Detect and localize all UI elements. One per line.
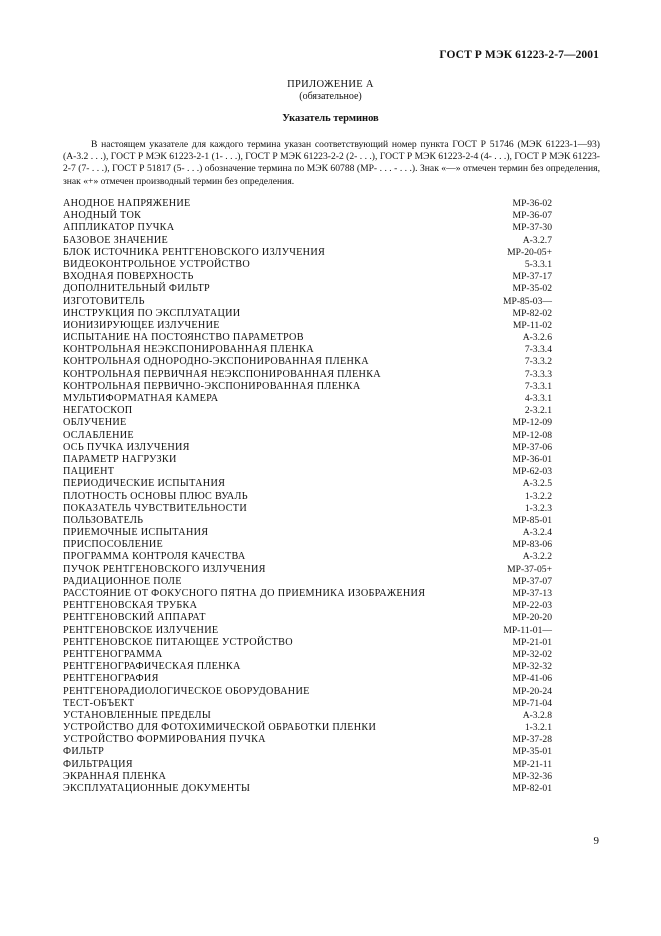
term-row (63, 210, 552, 222)
term-name: БАЗОВОЕ ЗНАЧЕНИЕ (63, 234, 169, 246)
term-row (63, 625, 552, 637)
term-row (63, 222, 552, 234)
term-reference: МР-71-04 (512, 697, 552, 709)
term-row (63, 332, 552, 344)
term-reference: МР-36-02 (512, 198, 552, 209)
term-row (63, 734, 552, 746)
term-reference: МР-85-03— (502, 295, 552, 307)
term-reference: МР-37-07 (512, 575, 552, 587)
term-reference: МР-41-06 (512, 673, 552, 685)
term-name: ПАРАМЕТР НАГРУЗКИ (63, 453, 177, 465)
term-name: ПЕРИОДИЧЕСКИЕ ИСПЫТАНИЯ (63, 478, 226, 490)
term-name: ИЗГОТОВИТЕЛЬ (63, 295, 145, 307)
term-name: УСТРОЙСТВО ДЛЯ ФОТОХИМИЧЕСКОЙ ОБРАБОТКИ ПЛЕНКИ (63, 722, 377, 734)
term-reference: А-3.2.7 (522, 234, 552, 246)
term-reference: МР-11-01— (503, 624, 552, 636)
term-reference: 7-3.3.4 (524, 344, 552, 356)
term-name: ИНСТРУКЦИЯ ПО ЭКСПЛУАТАЦИИ (63, 307, 241, 319)
term-row (63, 369, 552, 381)
term-name: ЭКРАННАЯ ПЛЕНКА (63, 770, 167, 782)
term-name: АНОДНОЕ НАПРЯЖЕНИЕ (63, 198, 191, 209)
term-name: РАССТОЯНИЕ ОТ ФОКУСНОГО ПЯТНА ДО ПРИЕМНИКА ИЗОБРАЖЕНИЯ (63, 588, 426, 599)
term-reference: МР-12-08 (512, 429, 552, 441)
term-reference: МР-85-01 (512, 514, 552, 526)
term-name: ОСЛАБЛЕНИЕ (63, 429, 134, 441)
term-row (63, 381, 552, 393)
term-row (63, 344, 552, 356)
term-name: РЕНТГЕНОГРАФИЧЕСКАЯ ПЛЕНКА (63, 661, 241, 673)
term-name: РЕНТГЕНОГРАФИЯ (63, 673, 159, 685)
term-reference: МР-20-05+ (507, 246, 552, 258)
term-row (63, 454, 552, 466)
term-reference: МР-20-20 (512, 612, 552, 624)
term-reference: МР-21-01 (512, 636, 552, 648)
term-name: ВИДЕОКОНТРОЛЬНОЕ УСТРОЙСТВО (63, 258, 251, 270)
term-reference: 4-3.3.1 (524, 393, 552, 404)
term-reference: 7-3.3.1 (524, 380, 552, 392)
term-row (63, 539, 552, 551)
term-reference: 7-3.3.2 (524, 356, 552, 368)
term-name: РЕНТГЕНОВСКИЙ АППАРАТ (63, 612, 206, 624)
term-name: НЕГАТОСКОП (63, 405, 133, 417)
term-name: ПРОГРАММА КОНТРОЛЯ КАЧЕСТВА (63, 551, 246, 563)
term-name: ПОКАЗАТЕЛЬ ЧУВСТВИТЕЛЬНОСТИ (63, 502, 247, 514)
term-row (63, 393, 552, 405)
term-row (63, 235, 552, 247)
term-row (63, 783, 552, 795)
term-reference: МР-36-01 (512, 453, 552, 465)
term-name: ВХОДНАЯ ПОВЕРХНОСТЬ (63, 271, 194, 283)
term-reference: МР-22-03 (512, 600, 552, 612)
term-reference: МР-36-07 (512, 210, 552, 222)
term-name: КОНТРОЛЬНАЯ ПЕРВИЧНАЯ НЕЭКСПОНИРОВАННАЯ ПЛЕНКА (63, 368, 381, 380)
term-reference: МР-37-30 (512, 222, 552, 234)
term-row (63, 259, 552, 271)
term-row (63, 710, 552, 722)
term-row (63, 673, 552, 685)
term-name: АППЛИКАТОР ПУЧКА (63, 222, 175, 234)
term-reference: А-3.2.4 (522, 527, 552, 539)
term-reference: МР-32-32 (512, 661, 552, 673)
term-name: ФИЛЬТР (63, 746, 105, 758)
term-row (63, 247, 552, 259)
term-name: ПАЦИЕНТ (63, 466, 115, 478)
term-name: РЕНТГЕНОГРАММА (63, 648, 163, 660)
term-reference: 1-3.2.1 (524, 722, 552, 734)
term-row (63, 686, 552, 698)
term-row (63, 296, 552, 308)
term-name: БЛОК ИСТОЧНИКА РЕНТГЕНОВСКОГО ИЗЛУЧЕНИЯ (63, 246, 326, 258)
term-row (63, 698, 552, 710)
appendix-title: ПРИЛОЖЕНИЕ А (287, 79, 374, 90)
term-name: ФИЛЬТРАЦИЯ (63, 758, 133, 770)
term-name: АНОДНЫЙ ТОК (63, 210, 142, 222)
term-reference: 5-3.3.1 (524, 258, 552, 270)
term-name: ДОПОЛНИТЕЛЬНЫЙ ФИЛЬТР (63, 283, 210, 295)
term-name: УСТАНОВЛЕННЫЕ ПРЕДЕЛЫ (63, 709, 212, 721)
page-number: 9 (593, 835, 599, 847)
term-reference: МР-32-02 (512, 648, 552, 660)
term-reference: 1-3.2.2 (524, 490, 552, 502)
term-name: РЕНТГЕНОРАДИОЛОГИЧЕСКОЕ ОБОРУДОВАНИЕ (63, 685, 310, 697)
term-name: РЕНТГЕНОВСКОЕ ИЗЛУЧЕНИЕ (63, 624, 219, 636)
term-name: ПОЛЬЗОВАТЕЛЬ (63, 514, 144, 526)
term-reference: МР-37-06 (512, 441, 552, 453)
term-reference: А-3.2.8 (522, 709, 552, 721)
term-reference: МР-37-17 (512, 271, 552, 283)
appendix-heading (0, 79, 661, 103)
term-name: РЕНТГЕНОВСКАЯ ТРУБКА (63, 600, 198, 612)
term-row (63, 478, 552, 490)
term-reference: 7-3.3.3 (524, 368, 552, 380)
term-row (63, 442, 552, 454)
term-row (63, 576, 552, 588)
term-reference: А-3.2.6 (522, 332, 552, 344)
term-reference: МР-83-06 (512, 539, 552, 551)
term-row (63, 722, 552, 734)
term-row (63, 612, 552, 624)
term-name: ОБЛУЧЕНИЕ (63, 417, 127, 429)
term-reference: МР-82-01 (512, 783, 552, 794)
term-row (63, 771, 552, 783)
term-row (63, 527, 552, 539)
term-reference: 1-3.2.3 (524, 502, 552, 514)
terms-index (63, 198, 552, 795)
term-name: РАДИАЦИОННОЕ ПОЛЕ (63, 575, 182, 587)
term-name: ПУЧОК РЕНТГЕНОВСКОГО ИЗЛУЧЕНИЯ (63, 563, 266, 575)
term-reference: МР-35-01 (512, 746, 552, 758)
term-name: РЕНТГЕНОВСКОЕ ПИТАЮЩЕЕ УСТРОЙСТВО (63, 636, 293, 648)
term-row (63, 515, 552, 527)
term-row (63, 308, 552, 320)
intro-paragraph: В настоящем указателе для каждого термина указан соответствующий номер пункта ГОСТ Р 51746 (МЭК 61223-1—93) (А-3.2 . . .), ГОСТ Р МЭК 61223-2-1 (1- . . .), ГОСТ Р МЭК 61223-2-2 (2- . . .), ГОСТ Р МЭК 61223-2-4 (4- . . .), ГОСТ Р МЭК 61223-2-7 (7- . . .), ГОСТ Р 51817 (5- . . .) обозначение термина по МЭК 60788 (МР- . . . - . . .). Знак «—» отмечен термин без определения, знак «+» отмечен производный термин без определения. (63, 139, 600, 187)
term-row (63, 356, 552, 368)
term-name: ЭКСПЛУАТАЦИОННЫЕ ДОКУМЕНТЫ (63, 783, 251, 794)
term-name: ПРИСПОСОБЛЕНИЕ (63, 539, 164, 551)
term-row (63, 283, 552, 295)
term-row (63, 637, 552, 649)
term-name: ТЕСТ-ОБЪЕКТ (63, 697, 135, 709)
term-row (63, 198, 552, 210)
term-reference: 2-3.2.1 (524, 405, 552, 417)
term-row (63, 746, 552, 758)
term-row (63, 588, 552, 600)
term-row (63, 551, 552, 563)
term-row (63, 417, 552, 429)
term-name: ИОНИЗИРУЮЩЕЕ ИЗЛУЧЕНИЕ (63, 319, 220, 331)
term-name: ОСЬ ПУЧКА ИЗЛУЧЕНИЯ (63, 441, 190, 453)
term-reference: А-3.2.5 (522, 478, 552, 490)
term-name: МУЛЬТИФОРМАТНАЯ КАМЕРА (63, 393, 219, 404)
term-reference: МР-62-03 (512, 466, 552, 478)
term-reference: МР-11-02 (512, 319, 552, 331)
term-name: УСТРОЙСТВО ФОРМИРОВАНИЯ ПУЧКА (63, 734, 266, 746)
document-header: ГОСТ Р МЭК 61223-2-7—2001 (439, 49, 599, 61)
term-name: КОНТРОЛЬНАЯ НЕЭКСПОНИРОВАННАЯ ПЛЕНКА (63, 344, 314, 356)
term-row (63, 600, 552, 612)
term-reference: МР-82-02 (512, 307, 552, 319)
term-reference: МР-35-02 (512, 283, 552, 295)
term-reference: А-3.2.2 (522, 551, 552, 563)
appendix-subtitle: (обязательное) (299, 91, 362, 102)
term-row (63, 759, 552, 771)
term-name: КОНТРОЛЬНАЯ ОДНОРОДНО-ЭКСПОНИРОВАННАЯ ПЛЕНКА (63, 356, 369, 368)
term-row (63, 320, 552, 332)
term-row (63, 430, 552, 442)
term-row (63, 271, 552, 283)
term-row (63, 466, 552, 478)
term-reference: МР-20-24 (512, 685, 552, 697)
term-reference: МР-12-09 (512, 417, 552, 429)
term-row (63, 661, 552, 673)
term-reference: МР-21-11 (512, 758, 552, 770)
term-name: ПРИЕМОЧНЫЕ ИСПЫТАНИЯ (63, 527, 209, 539)
term-reference: МР-37-13 (512, 588, 552, 599)
term-reference: МР-32-36 (512, 770, 552, 782)
term-row (63, 564, 552, 576)
term-row (63, 503, 552, 515)
section-title: Указатель терминов (282, 113, 379, 124)
term-row (63, 649, 552, 661)
term-name: ИСПЫТАНИЕ НА ПОСТОЯНСТВО ПАРАМЕТРОВ (63, 332, 304, 344)
term-reference: МР-37-05+ (507, 563, 552, 575)
term-reference: МР-37-28 (512, 734, 552, 746)
term-row (63, 405, 552, 417)
term-row (63, 491, 552, 503)
term-name: ПЛОТНОСТЬ ОСНОВЫ ПЛЮС ВУАЛЬ (63, 490, 248, 502)
term-name: КОНТРОЛЬНАЯ ПЕРВИЧНО-ЭКСПОНИРОВАННАЯ ПЛЕНКА (63, 380, 361, 392)
